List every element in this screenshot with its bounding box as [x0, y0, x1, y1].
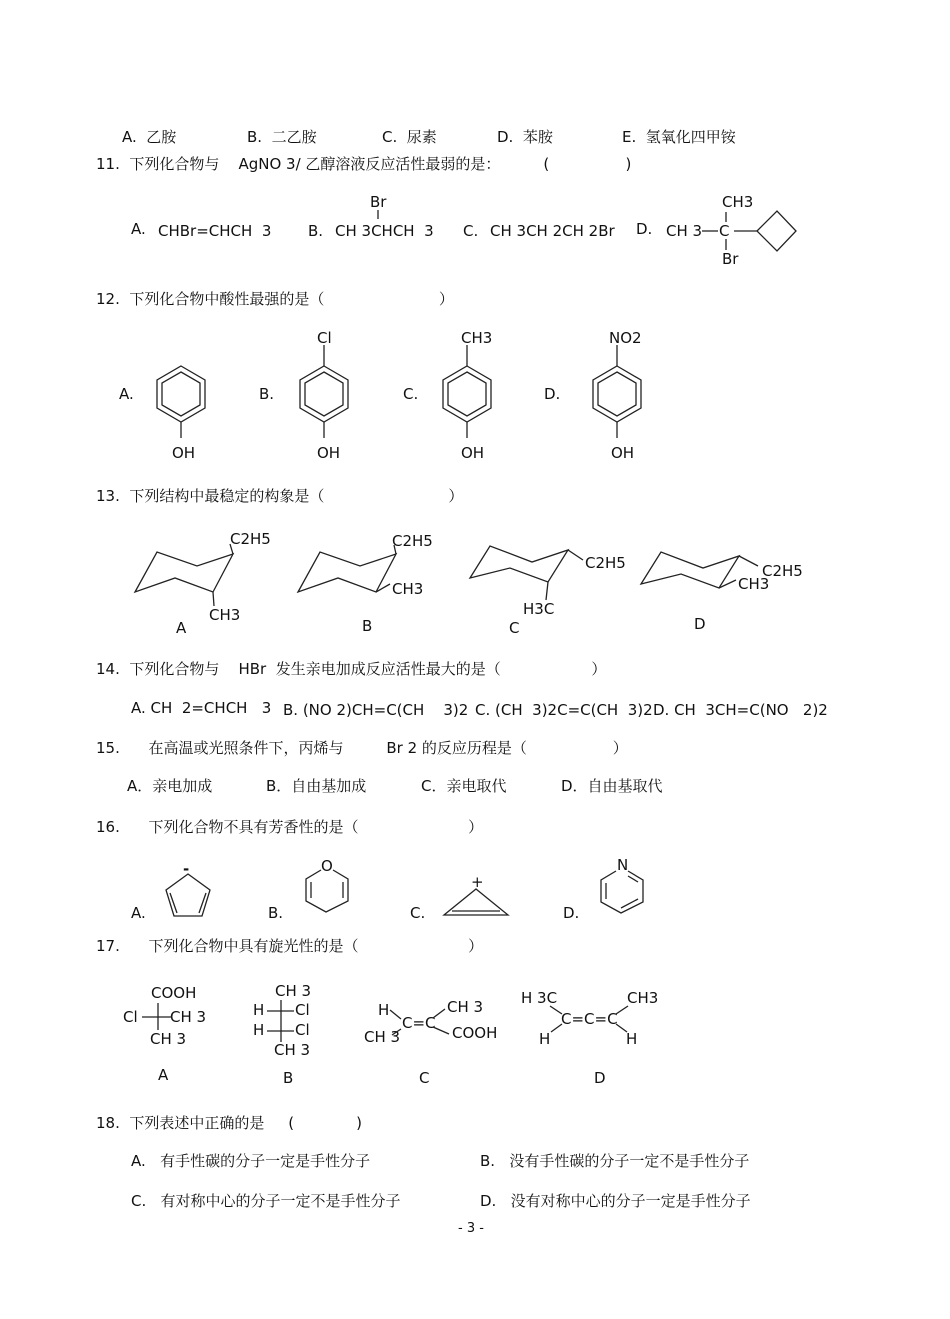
- q17-b-h2: H: [253, 1021, 265, 1039]
- q12-nitrophenol-d: [586, 345, 656, 445]
- q17-b-bot: CH 3: [274, 1041, 311, 1059]
- q15-stem: 15. 在高温或光照条件下，丙烯与 Br 2 的反应历程是（ ）: [96, 739, 628, 757]
- q13-conformer-a: [130, 540, 250, 610]
- q13-b-bot: CH3: [392, 580, 424, 598]
- q13-label-d: D: [694, 615, 706, 633]
- q17-d-h2: H: [626, 1030, 638, 1048]
- q17-label-c: C: [419, 1069, 430, 1087]
- q17-d-ch3: CH3: [627, 989, 659, 1007]
- q11-label-c: C.: [463, 222, 479, 240]
- q12-label-d: D.: [544, 385, 561, 403]
- q17-b-top: CH 3: [275, 982, 312, 1000]
- q13-a-bot: CH3: [209, 606, 241, 624]
- q17-b-cl1: Cl: [295, 1001, 310, 1019]
- q17-label-d: D: [594, 1069, 606, 1087]
- q16-d-nitrogen: N: [617, 856, 629, 874]
- q16-cyclopentadienyl-anion: [160, 868, 220, 923]
- q16-label-a: A.: [131, 904, 146, 922]
- q17-c-mid: C=C: [402, 1014, 436, 1032]
- q12-oh-a: OH: [172, 444, 196, 462]
- q14-stem: 14. 下列化合物与 HBr 发生亲电加成反应活性最大的是（ ）: [96, 660, 607, 678]
- q16-c-charge: +: [471, 873, 484, 891]
- q11-formula-a: CHBr=CHCH 3: [158, 222, 272, 240]
- q17-c-ch3-left: CH 3: [364, 1028, 401, 1046]
- q12-label-c: C.: [403, 385, 419, 403]
- q17-label-b: B: [283, 1069, 294, 1087]
- q11-d-top: CH3: [722, 193, 754, 211]
- q14-option-c: C. (CH 3)2C=C(CH 3)2: [475, 701, 653, 719]
- q17-d-mid: C=C=C: [561, 1010, 618, 1028]
- q14-option-b: B. (NO 2)CH=C(CH 3)2: [283, 701, 469, 719]
- q13-d-bot: CH3: [738, 575, 770, 593]
- q12-sub-b: Cl: [317, 329, 332, 347]
- q16-a-charge: -: [183, 860, 190, 878]
- q18-option-a: A. 有手性碳的分子一定是手性分子: [131, 1152, 371, 1170]
- q10-option-b: B. 二乙胺: [247, 128, 317, 146]
- q17-stem: 17. 下列化合物中具有旋光性的是（ ）: [96, 937, 484, 955]
- q15-option-b: B．自由基加成: [266, 777, 367, 795]
- q13-conformer-b: [293, 540, 413, 610]
- q10-option-d: D. 苯胺: [497, 128, 553, 146]
- q13-b-top: C2H5: [392, 532, 433, 550]
- q18-option-c: C. 有对称中心的分子一定不是手性分子: [131, 1192, 401, 1210]
- q17-a-bonds: [138, 1000, 178, 1034]
- q12-phenol-a: [150, 360, 220, 440]
- q10-option-e: E. 氢氧化四甲铵: [622, 128, 736, 146]
- q10-option-c: C. 尿素: [382, 128, 437, 146]
- q10-option-a: A. 乙胺: [122, 128, 177, 146]
- q12-sub-c: CH3: [461, 329, 493, 347]
- q17-c-h: H: [378, 1001, 390, 1019]
- q12-oh-b: OH: [317, 444, 341, 462]
- q17-a-right: CH 3: [170, 1008, 207, 1026]
- q11-d-left: CH 3: [666, 222, 703, 240]
- q11-d-bottom: Br: [722, 250, 739, 268]
- q16-stem: 16. 下列化合物不具有芳香性的是（ ）: [96, 818, 484, 836]
- q17-c-ch3-top: CH 3: [447, 998, 484, 1016]
- q16-b-oxygen: O: [321, 857, 333, 875]
- q17-d-h1: H: [539, 1030, 551, 1048]
- q12-label-a: A.: [119, 385, 134, 403]
- q17-b-h1: H: [253, 1001, 265, 1019]
- q13-c-bot: H3C: [523, 600, 555, 618]
- q12-methylphenol-c: [436, 345, 506, 445]
- q12-sub-d: NO2: [609, 329, 642, 347]
- q11-b-bromine: Br: [370, 193, 387, 211]
- q17-d-h3c: H 3C: [521, 989, 558, 1007]
- q13-label-a: A: [176, 619, 187, 637]
- q16-label-b: B.: [268, 904, 284, 922]
- q11-stem: 11. 下列化合物与 AgNO 3/ 乙醇溶液反应活性最弱的是： ( ): [96, 155, 632, 173]
- q17-d-bonds: [540, 1000, 640, 1040]
- q12-chlorophenol-b: [293, 345, 363, 445]
- q17-a-bot: CH 3: [150, 1030, 187, 1048]
- q17-b-cl2: Cl: [295, 1021, 310, 1039]
- q17-c-cooh: COOH: [452, 1024, 498, 1042]
- q14-option-a: A. CH 2=CHCH 3: [131, 699, 272, 717]
- q11-b-bond: [370, 205, 390, 225]
- q11-formula-b: CH 3CHCH 3: [335, 222, 434, 240]
- q17-b-bonds: [264, 998, 298, 1046]
- q12-label-b: B.: [259, 385, 275, 403]
- q16-label-d: D.: [563, 904, 580, 922]
- q13-label-b: B: [362, 617, 373, 635]
- q17-label-a: A: [158, 1066, 169, 1084]
- q11-label-b: B.: [308, 222, 324, 240]
- q13-c-top: C2H5: [585, 554, 626, 572]
- q11-d-carbon: C: [719, 222, 730, 240]
- q18-option-d: D. 没有对称中心的分子一定是手性分子: [480, 1192, 751, 1210]
- page-number: - 3 -: [458, 1221, 484, 1236]
- q11-d-cyclobutyl: [700, 200, 810, 270]
- q15-option-d: D．自由基取代: [561, 777, 663, 795]
- q18-stem: 18. 下列表述中正确的是 ( ): [96, 1114, 362, 1132]
- q13-a-top: C2H5: [230, 530, 271, 548]
- q12-oh-d: OH: [611, 444, 635, 462]
- q11-label-d: D.: [636, 220, 653, 238]
- q13-label-c: C: [509, 619, 520, 637]
- q13-stem: 13. 下列结构中最稳定的构象是（ ）: [96, 487, 464, 505]
- q16-label-c: C.: [410, 904, 426, 922]
- q15-option-a: A．亲电加成: [127, 777, 213, 795]
- q15-option-c: C．亲电取代: [421, 777, 507, 795]
- q11-formula-c: CH 3CH 2CH 2Br: [490, 222, 615, 240]
- q17-a-left: Cl: [123, 1008, 138, 1026]
- q12-oh-c: OH: [461, 444, 485, 462]
- q12-stem: 12. 下列化合物中酸性最强的是（ ）: [96, 290, 454, 308]
- q18-option-b: B. 没有手性碳的分子一定不是手性分子: [480, 1152, 750, 1170]
- q13-d-top: C2H5: [762, 562, 803, 580]
- q14-option-d: D. CH 3CH=C(NO 2)2: [653, 701, 828, 719]
- q17-c-bonds: [385, 1005, 455, 1040]
- q11-label-a: A.: [131, 220, 146, 238]
- q17-a-top: COOH: [151, 984, 197, 1002]
